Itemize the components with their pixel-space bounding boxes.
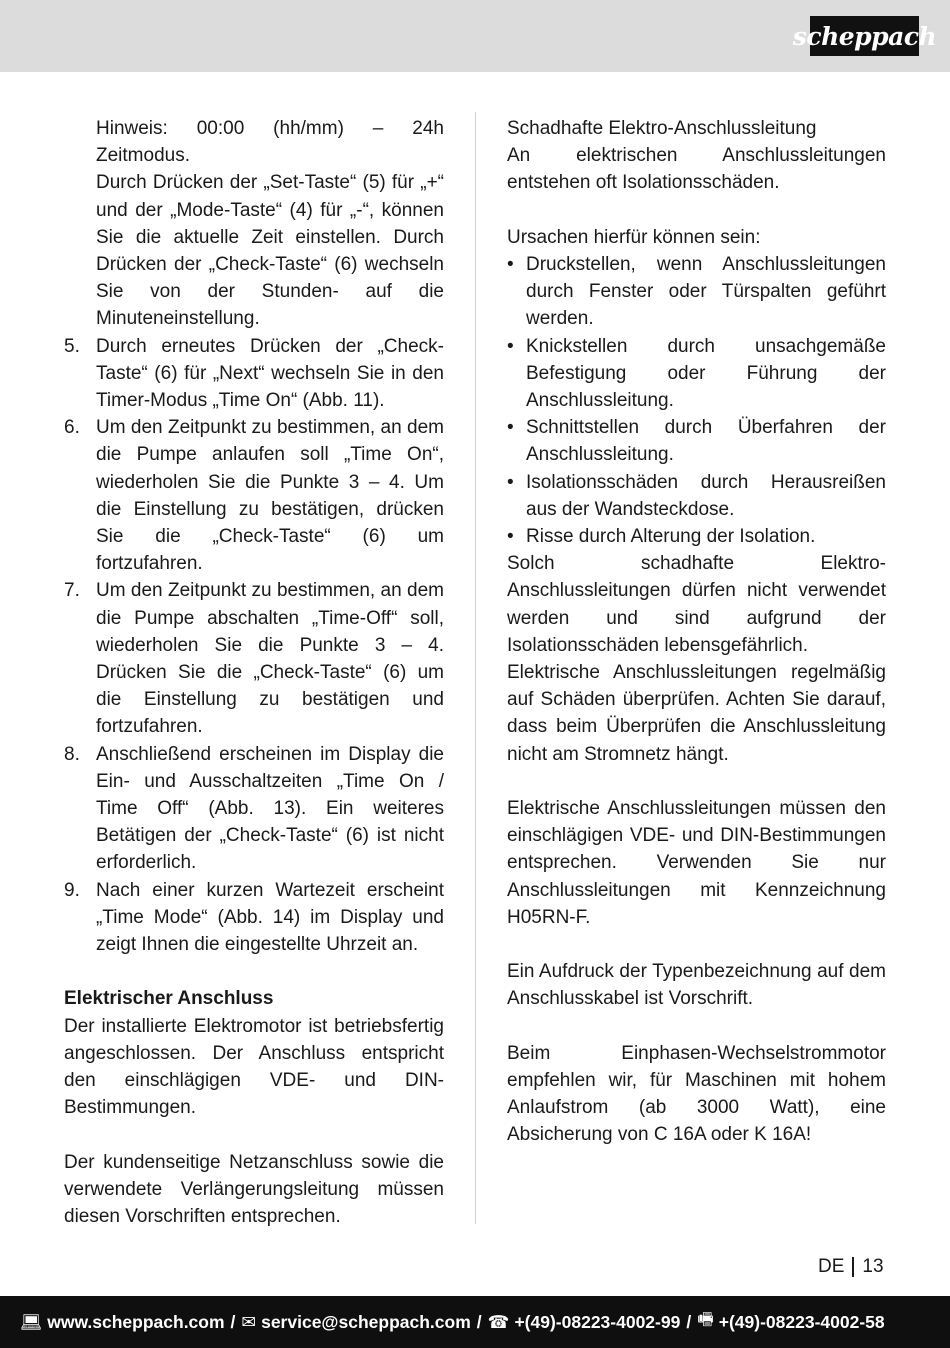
step-text: Nach einer kurzen Wartezeit erscheint „Time Mode“ (Abb. 14) im Display und zeigt Ihnen die eingestellte Uhrzeit an. bbox=[96, 879, 444, 956]
damaged-cable-intro: An elektrischen Anschlussleitungen entstehen oft Isolationsschäden. bbox=[507, 145, 886, 194]
list-item: • Risse durch Alterung der Isolation. bbox=[507, 526, 816, 548]
section-heading-electrical: Elektrischer Anschluss bbox=[64, 988, 274, 1010]
footer-bar bbox=[0, 1296, 950, 1348]
spacer bbox=[507, 1013, 886, 1040]
fuse-paragraph: Beim Einphasen-Wechselstrommotor empfehlen wir, für Maschinen mit hohem Anlaufstrom (ab 3000 Watt), eine Absicherung von C 16A oder K 16A! bbox=[507, 1042, 886, 1146]
step-number: 6. bbox=[64, 417, 80, 439]
list-item: • Druckstellen, wenn Anschlussleitungen durch Fenster oder Türspalten geführt werden. bbox=[507, 254, 886, 330]
set-time-instructions: Durch Drücken der „Set-Taste“ (5) für „+“ und der „Mode-Taste“ (4) für „-“, können Sie die aktuelle Zeit einstellen. Durch Drücken der „Check-Taste“ (6) wechseln Sie von der Stunden- auf die Minuteneinstellung. bbox=[96, 172, 444, 330]
header-bar bbox=[0, 0, 950, 72]
page-separator bbox=[852, 1257, 854, 1277]
footer-separator: / bbox=[230, 1311, 236, 1332]
step-text: Um den Zeitpunkt zu bestimmen, an dem die Pumpe abschalten „Time-Off“ soll, wiederholen Sie die Punkte 3 – 4. Drücken Sie die „Check-Taste“ (6) um die Einstellung zu bestätigen und fortzufahren. bbox=[96, 580, 444, 738]
step-text: Um den Zeitpunkt zu bestimmen, an dem die Pumpe anlaufen soll „Time On“, wiederholen Sie die Punkte 3 – 4. Um die Einstellung zu bestätigen, drücken Sie die „Check-Taste“ (6) um fortzufahren. bbox=[96, 417, 444, 575]
spacer bbox=[507, 931, 886, 958]
language-code: DE bbox=[818, 1256, 845, 1277]
step-number: 5. bbox=[64, 335, 80, 357]
standards-paragraph: Elektrische Anschlussleitungen müssen den einschlägigen VDE- und DIN-Bestimmungen entsprechen. Verwenden Sie nur Anschlussleitungen mit Kennzeichnung H05RN-F. bbox=[507, 798, 886, 928]
spacer bbox=[64, 958, 444, 985]
spacer bbox=[64, 1122, 444, 1149]
step-number: 7. bbox=[64, 580, 80, 602]
list-item: • Knickstellen durch unsachgemäße Befestigung oder Führung der Anschlussleitung. bbox=[507, 335, 886, 412]
causes-list bbox=[507, 251, 886, 550]
step-8 bbox=[64, 741, 444, 877]
step-text: Durch erneutes Drücken der „Check-Taste“ (6) für „Next“ wechseln Sie in den Timer-Modus „Time On“ (Abb. 11). bbox=[96, 335, 444, 412]
scheppach-logo: scheppach bbox=[810, 16, 919, 56]
damaged-cable-title: Schadhafte Elektro-Anschlussleitung bbox=[507, 118, 817, 139]
page-number bbox=[818, 1256, 884, 1278]
electrical-paragraph-1: Der installierte Elektromotor ist betriebsfertig angeschlossen. Der Anschluss entspricht den einschlägigen VDE- und DIN-Bestimmungen. bbox=[64, 1015, 444, 1119]
step-number: 9. bbox=[64, 879, 80, 901]
fax-number: +(49)-08223-4002-58 bbox=[718, 1311, 885, 1332]
danger-paragraph: Solch schadhafte Elektro-Anschlussleitungen dürfen nicht verwendet werden und sind aufgrund der Isolationsschäden lebensgefährlich. bbox=[507, 553, 886, 656]
phone-icon: ☎︎ bbox=[487, 1311, 510, 1332]
electrical-paragraph-2: Der kundenseitige Netzanschluss sowie die verwendete Verlängerungsleitung müssen diesen Vorschriften entsprechen. bbox=[64, 1151, 444, 1228]
marking-paragraph: Ein Aufdruck der Typenbezeichnung auf dem Anschlusskabel ist Vorschrift. bbox=[507, 961, 886, 1010]
mail-icon: ✉︎ bbox=[241, 1311, 257, 1332]
computer-icon: 💻︎ bbox=[20, 1311, 43, 1332]
page-number-value: 13 bbox=[862, 1256, 884, 1277]
step-5 bbox=[64, 333, 444, 415]
email-link[interactable]: service@scheppach.com bbox=[261, 1311, 471, 1332]
check-paragraph: Elektrische Anschlussleitungen regelmäßig auf Schäden überprüfen. Achten Sie darauf, dass beim Überprüfen die Anschlussleitung nicht am Stromnetz hängt. bbox=[507, 662, 886, 765]
footer-separator: / bbox=[476, 1311, 482, 1332]
causes-label: Ursachen hierfür können sein: bbox=[507, 226, 761, 248]
list-item: • Isolationsschäden durch Herausreißen aus der Wandsteckdose. bbox=[507, 471, 886, 520]
column-divider bbox=[475, 112, 476, 1224]
step-6 bbox=[64, 414, 444, 577]
spacer bbox=[507, 768, 886, 795]
step-7 bbox=[64, 577, 444, 740]
spacer bbox=[507, 197, 886, 224]
step-9 bbox=[64, 877, 444, 959]
list-item: • Schnittstellen durch Überfahren der Anschlussleitung. bbox=[507, 417, 886, 466]
phone-number: +(49)-08223-4002-99 bbox=[514, 1311, 681, 1332]
step-text: Anschließend erscheinen im Display die Ein- und Ausschaltzeiten „Time On / Time Off“ (Abb. 13). Ein weiteres Betätigen der „Check-Taste“ (6) ist nicht erforderlich. bbox=[96, 743, 444, 874]
right-column bbox=[507, 115, 886, 1149]
left-column bbox=[64, 115, 444, 1230]
website-link[interactable]: www.scheppach.com bbox=[47, 1311, 225, 1332]
time-mode-hint: Hinweis: 00:00 (hh/mm) – 24h Zeitmodus. bbox=[96, 118, 444, 167]
fax-icon: 🖷︎ bbox=[697, 1309, 714, 1329]
footer-separator: / bbox=[686, 1311, 692, 1332]
step-number: 8. bbox=[64, 743, 80, 765]
